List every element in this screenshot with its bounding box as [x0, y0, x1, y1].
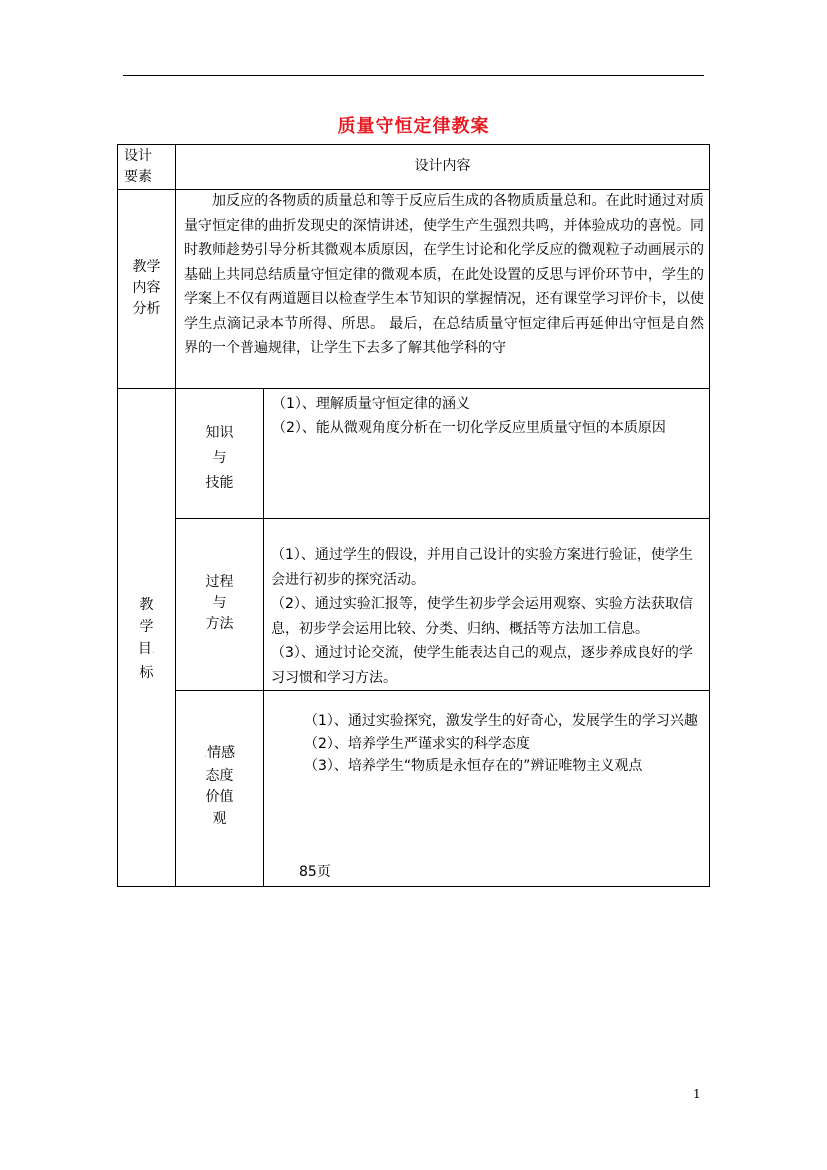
analysis-label: 教学 内容 分析 [132, 259, 161, 317]
process-line: 会进行初步的探究活动。 [271, 571, 425, 588]
emotion-item: （3）、培养学生“物质是永恒存在的”辨证唯物主义观点 [304, 758, 643, 774]
process-line: （2）、通过实验汇报等，使学生初步学会运用观察、实验方法获取信 [271, 596, 693, 613]
process-label: 过程 与 方法 [205, 574, 234, 632]
process-items [271, 543, 693, 691]
page-number: 1 [693, 1087, 701, 1101]
header-content-label: 设计内容 [414, 158, 471, 174]
emotion-footer-note: 85页 [299, 864, 331, 880]
header-rule [123, 75, 704, 76]
emotion-items [304, 710, 698, 778]
process-line: （3）、通过讨论交流，使学生能表达自己的观点，逐步养成良好的学 [271, 645, 693, 662]
process-line: （1）、通过学生的假设，并用自己设计的实验方案进行验证，使学生 [271, 547, 693, 563]
goals-label: 教 学 目. 标 [137, 597, 156, 681]
process-line: 息，初步学会运用比较、分类、归纳、概括等方法加工信息。 [271, 620, 649, 637]
emotion-item: （1）、通过实验探究，激发学生的好奇心，发展学生的学习兴趣 [304, 713, 698, 729]
knowledge-item: （1）、理解质量守恒定律的涵义 [272, 396, 470, 412]
header-element-label: 设计 要素 [124, 148, 152, 185]
emotion-label: .情感 态度 价值 观 [203, 745, 236, 827]
emotion-item: （2）、培养学生严谨求实的科学态度 [304, 735, 530, 752]
analysis-text: 加反应的各物质的质量总和等于反应后生成的各物质质量总和。在此时通过对质量守恒定律的曲折发现史的深情讲述，使学生产生强烈共鸣，并体验成功的喜悦。同时教师趁势引导分析其微观本质原因，在学生讨论和化学反应的微观粒子动画展示的基础上共同总结质量守恒定律的微观本质，在此处设置的反思与评价环节中，学生的学案上不仅有两道题目以检查学生本节知识的掌握情况，还有课堂学习评价卡，以使学生点滴记录本节所得、所思。 最后，在总结质量守恒定律后再延伸出守恒是自然界的一个普遍规律，让学生下去多了解其他学科的守 [184, 193, 704, 356]
knowledge-label: 知识 与 技能 [205, 425, 234, 491]
knowledge-item: （2）、能从微观角度分析在一切化学反应里质量守恒的本质原因 [272, 420, 666, 436]
knowledge-items [272, 392, 666, 440]
document-title: 质量守恒定律教案 [337, 116, 490, 137]
process-line: 习习惯和学习方法。 [271, 669, 397, 686]
